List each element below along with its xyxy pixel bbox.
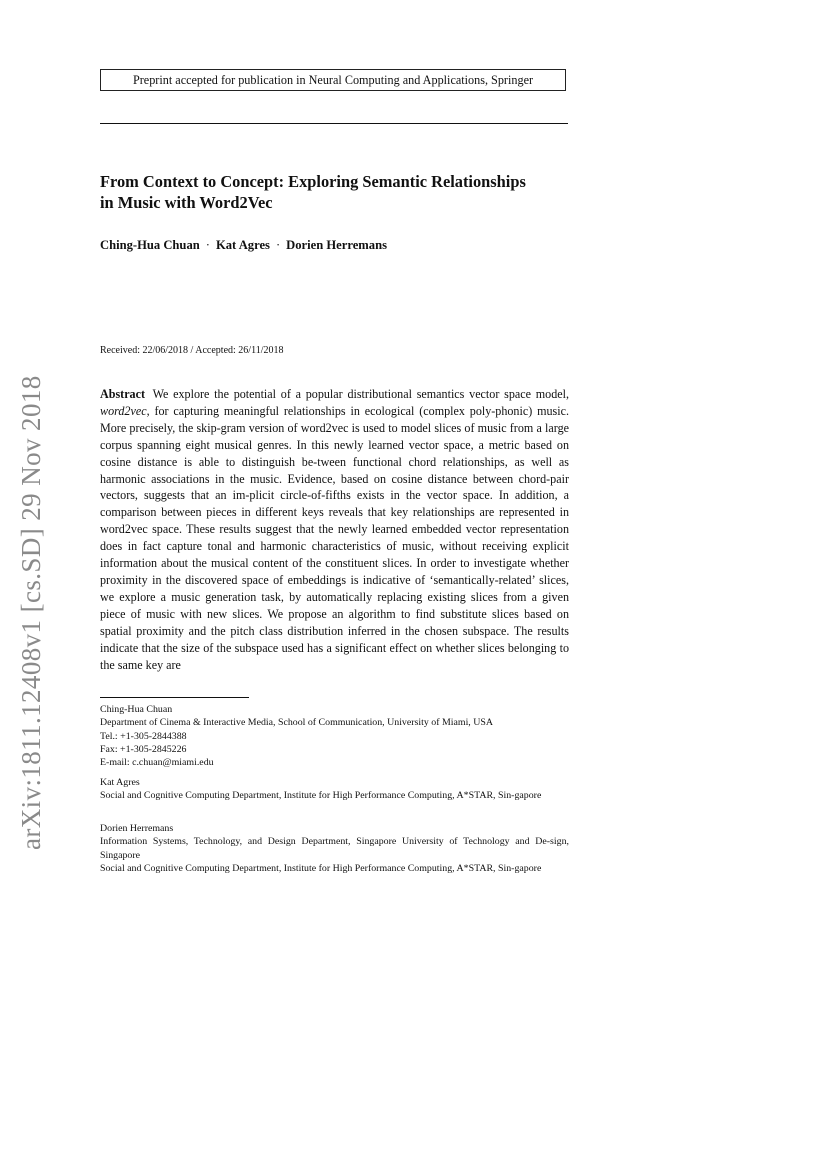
title-line-2: in Music with Word2Vec bbox=[100, 193, 273, 212]
title-line-1: From Context to Concept: Exploring Semantic Relationships bbox=[100, 172, 526, 191]
header-rule bbox=[100, 123, 568, 124]
author-name: Ching-Hua Chuan bbox=[100, 238, 200, 252]
footnote-rule bbox=[100, 697, 249, 698]
affiliation-name: Ching-Hua Chuan bbox=[100, 704, 173, 715]
affiliation-telephone: Tel.: +1-305-2844388 bbox=[100, 730, 187, 742]
abstract bbox=[100, 386, 569, 673]
received-accepted-dates: Received: 22/06/2018 / Accepted: 26/11/2018 bbox=[100, 345, 284, 356]
abstract-text: , for capturing meaningful relationships in ecological (complex poly-phonic) music. More precisely, the skip-gram version of word2vec is used to model slices of music from a large corpus spanning eight musical genres. In this newly learned vector space, a metric based on cosine distance is able to distinguish be-tween functional chord relationships, as well as harmonic associations in the music. Evidence, based on cosine distance between chord-pair vectors, suggests that an im-plicit circle-of-fifths exists in the vector space. In addition, a comparison between pieces in different keys reveals that key relationships are represented in word2vec space. These results suggest that the newly learned embedded vector representation does in fact capture tonal and harmonic characteristics of music, without receiving explicit information about the musical content of the constituent slices. In order to investigate whether proximity in the discovered space of embeddings is indicative of ‘semantically-related’ slices, we explore a music generation task, by automatically replacing existing slices from a given piece of music with new slices. We propose an algorithm to find substitute slices based on spatial proximity and the pitch class distribution inferred in the chosen subspace. The results indicate that the size of the subspace used has a significant effect on whether slices belonging to the same key are bbox=[100, 403, 569, 672]
arxiv-identifier-stamp: arXiv:1811.12408v1 [cs.SD] 29 Nov 2018 bbox=[16, 375, 46, 850]
author-separator: · bbox=[205, 238, 210, 252]
author-name: Kat Agres bbox=[215, 238, 270, 252]
author-list bbox=[100, 236, 400, 254]
author-separator: · bbox=[275, 238, 281, 252]
affiliation-fax: Fax: +1-305-2845226 bbox=[100, 743, 187, 755]
affiliation-agres bbox=[100, 776, 569, 803]
author-name: Dorien Herremans bbox=[286, 238, 387, 252]
affiliation-name: Dorien Herremans bbox=[100, 823, 174, 834]
preprint-notice: Preprint accepted for publication in Neural Computing and Applications, Springer bbox=[100, 69, 566, 91]
affiliation-department: Department of Cinema & Interactive Media, School of Communication, University of Miami, USA bbox=[100, 717, 493, 729]
affiliation-herremans bbox=[100, 822, 569, 875]
affiliation-department: Information Systems, Technology, and Design Department, Singapore University of Technology and De-sign, Singapore bbox=[100, 836, 569, 861]
affiliation-email: E-mail: c.chuan@miami.edu bbox=[100, 757, 214, 769]
abstract-emphasis: word2vec bbox=[100, 403, 147, 418]
affiliation-department: Social and Cognitive Computing Department, Institute for High Performance Computing, A*STAR, Sin-gapore bbox=[100, 790, 542, 802]
affiliation-name: Kat Agres bbox=[100, 777, 140, 788]
abstract-label: Abstract bbox=[100, 387, 146, 401]
paper-title bbox=[100, 171, 580, 213]
affiliation-department: Social and Cognitive Computing Department, Institute for High Performance Computing, A*STAR, Sin-gapore bbox=[100, 862, 542, 874]
affiliation-chuan bbox=[100, 703, 569, 769]
abstract-text: We explore the potential of a popular distributional semantics vector space model, bbox=[152, 387, 569, 401]
